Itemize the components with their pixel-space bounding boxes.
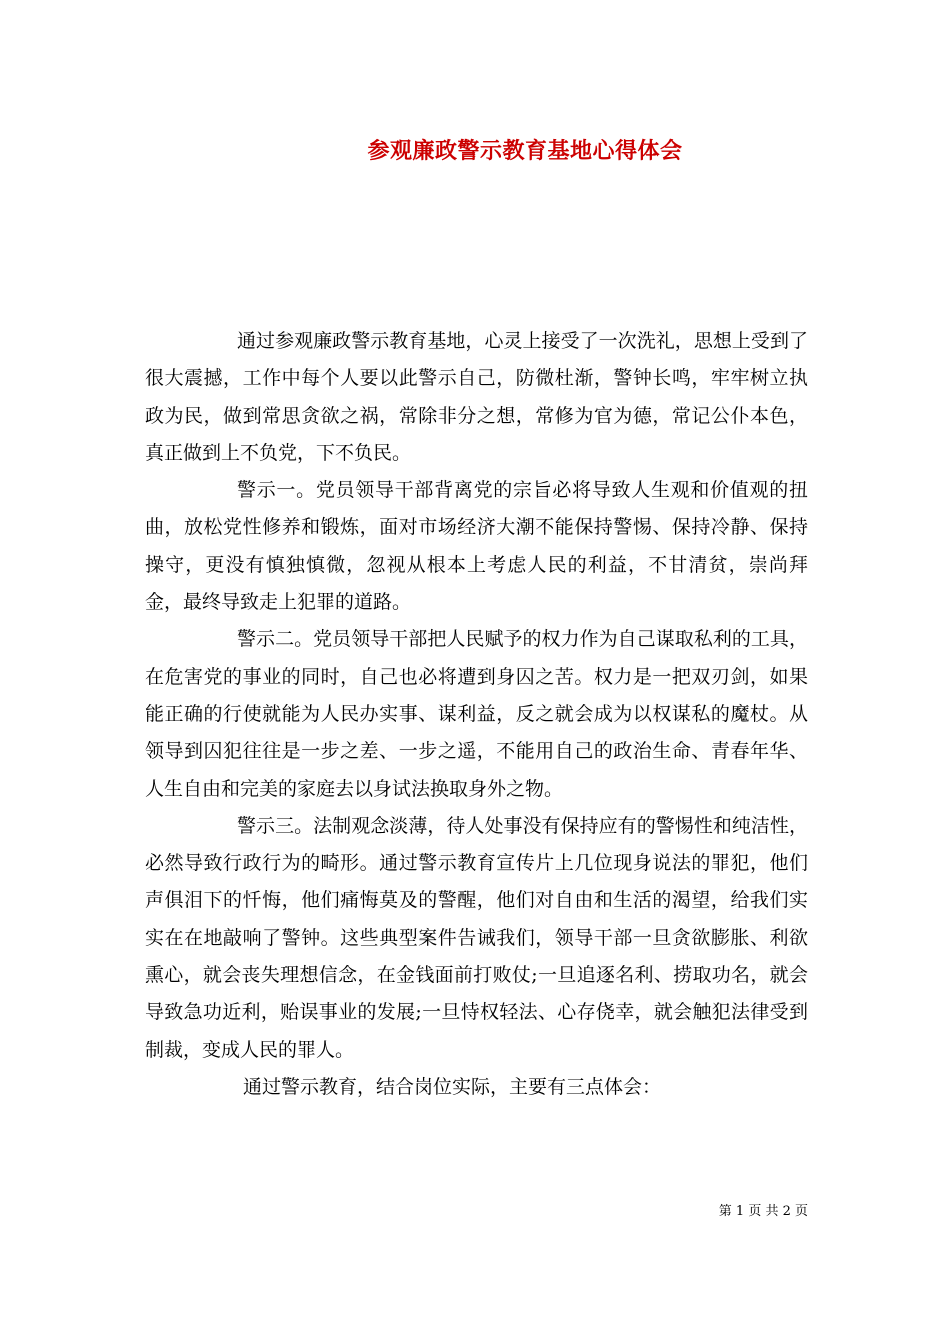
paragraph-warning-two: 警示二。党员领导干部把人民赋予的权力作为自己谋取私利的工具，在危害党的事业的同时，自己也必将遭到身囚之苦。权力是一把双刃剑，如果能正确的行使就能为人民办实事、谋利益，反之就会成为以权谋私的魔杖。从领导到囚犯往往是一步之差、一步之遥，不能用自己的政治生命、青春年华、人生自由和完美的家庭去以身试法换取身外之物。 (145, 628, 808, 800)
paragraph-intro: 通过参观廉政警示教育基地，心灵上接受了一次洗礼，思想上受到了很大震撼，工作中每个人要以此警示自己，防微杜渐，警钟长鸣，牢牢树立执政为民，做到常思贪欲之祸，常除非分之想，常修为官为德，常记公仆本色，真正做到上不负党，下不负民。 (145, 330, 808, 464)
document-title: 参观廉政警示教育基地心得体会 (367, 138, 683, 164)
page-number: 第 1 页 共 2 页 (718, 1204, 808, 1219)
document-body (145, 323, 808, 1106)
paragraph-summary: 通过警示教育，结合岗位实际，主要有三点体会： (243, 1075, 662, 1098)
paragraph-warning-three: 警示三。法制观念淡薄，待人处事没有保持应有的警惕性和纯洁性，必然导致行政行为的畸形。通过警示教育宣传片上几位现身说法的罪犯，他们声俱泪下的忏悔，他们痛悔莫及的警醒，他们对自由和生活的渴望，给我们实实在在地敲响了警钟。这些典型案件告诫我们，领导干部一旦贪欲膨胀、利欲熏心，就会丧失理想信念，在金钱面前打败仗;一旦追逐名利、捞取功名，就会导致急功近利，贻误事业的发展;一旦恃权轻法、心存侥幸，就会触犯法律受到制裁，变成人民的罪人。 (145, 814, 808, 1061)
paragraph-warning-one: 警示一。党员领导干部背离党的宗旨必将导致人生观和价值观的扭曲，放松党性修养和锻炼，面对市场经济大潮不能保持警惕、保持冷静、保持操守，更没有慎独慎微，忽视从根本上考虑人民的利益，不甘清贫，崇尚拜金，最终导致走上犯罪的道路。 (145, 479, 808, 614)
